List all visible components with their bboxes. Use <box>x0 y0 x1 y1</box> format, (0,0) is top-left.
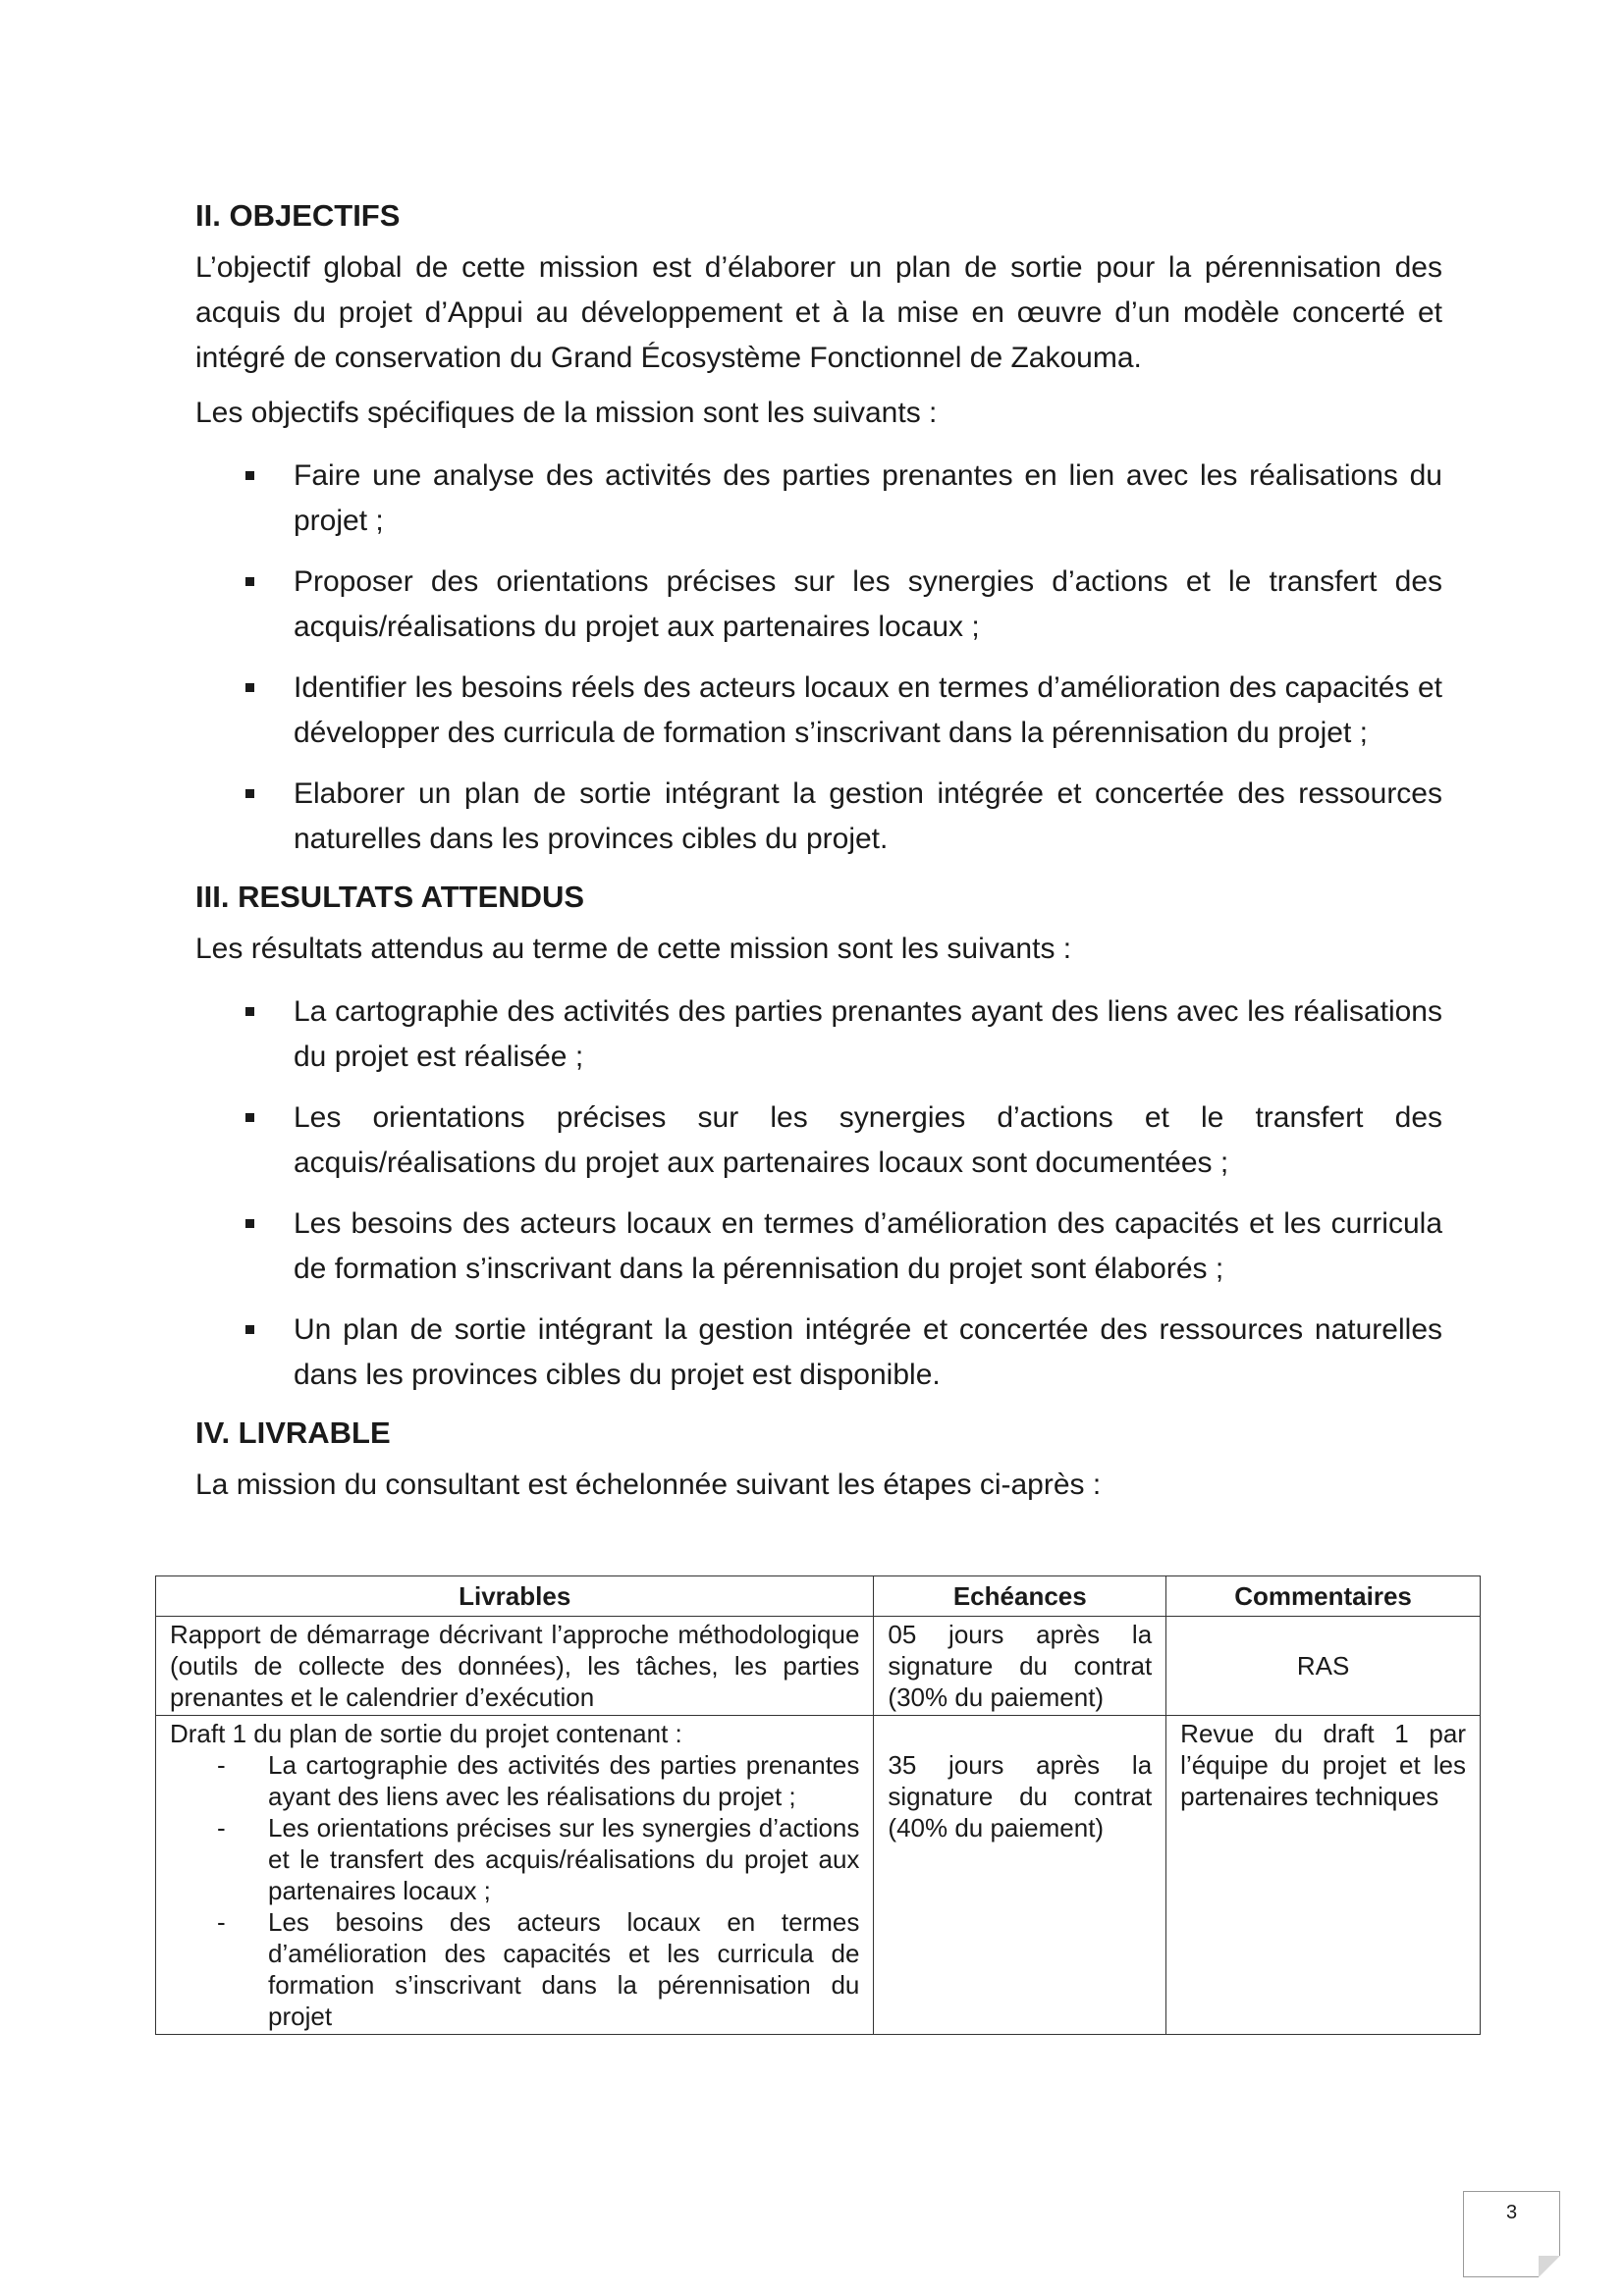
list-item: Proposer des orientations précises sur les synergies d’actions et le transfert des acquis/réalisations du projet aux partenaires locaux ; <box>195 560 1442 650</box>
bullet-icon <box>245 577 254 586</box>
list-item: - La cartographie des activités des parties prenantes ayant des liens avec les réalisations du projet ; <box>217 1750 860 1811</box>
list-item: La cartographie des activités des parties prenantes ayant des liens avec les réalisations du projet est réalisée ; <box>195 989 1442 1080</box>
livrable-lead: La mission du consultant est échelonnée suivant les étapes ci-après : <box>195 1468 1102 1501</box>
bullet-icon <box>245 683 254 692</box>
livrables-table <box>155 1575 1481 2035</box>
page-number-box <box>1463 2191 1560 2277</box>
bullet-icon <box>245 471 254 480</box>
table-row <box>156 1716 1481 2035</box>
section-heading-livrable: IV. LIVRABLE <box>195 1415 391 1450</box>
cell-livrable <box>156 1716 874 2035</box>
list-item: - Les orientations précises sur les synergies d’actions et le transfert des acquis/réalisations du projet aux partenaires locaux ; <box>217 1813 860 1905</box>
bullet-icon <box>245 1113 254 1122</box>
bullet-icon <box>245 1325 254 1334</box>
cell-commentaire: Revue du draft 1 par l’équipe du projet et les partenaires techniques <box>1166 1716 1481 2035</box>
objectifs-list <box>195 454 1442 862</box>
bullet-icon <box>245 1219 254 1228</box>
list-item: Un plan de sortie intégrant la gestion intégrée et concertée des ressources naturelles dans les provinces cibles du projet est disponible. <box>195 1308 1442 1398</box>
list-item: - Les besoins des acteurs locaux en termes d’amélioration des capacités et les curricula de formation s’inscrivant dans la pérennisation du projet <box>217 1907 860 2031</box>
section-heading-objectifs: II. OBJECTIFS <box>195 198 401 233</box>
column-header-commentaires: Commentaires <box>1166 1576 1481 1617</box>
cell-echeance: 05 jours après la signature du contrat (30% du paiement) <box>874 1617 1166 1716</box>
livrable-sublist <box>170 1749 859 2032</box>
resultats-lead: Les résultats attendus au terme de cette mission sont les suivants : <box>195 933 1072 965</box>
list-item: Les orientations précises sur les synergies d’actions et le transfert des acquis/réalisations du projet aux partenaires locaux sont documentées ; <box>195 1095 1442 1186</box>
table-row <box>156 1617 1481 1716</box>
list-item: Faire une analyse des activités des parties prenantes en lien avec les réalisations du projet ; <box>195 454 1442 544</box>
cell-commentaire: RAS <box>1166 1617 1481 1716</box>
cell-echeance: 35 jours après la signature du contrat (40% du paiement) <box>874 1716 1166 2035</box>
objectifs-lead: Les objectifs spécifiques de la mission sont les suivants : <box>195 397 938 429</box>
list-item: Identifier les besoins réels des acteurs locaux en termes d’amélioration des capacités et développer des curricula de formation s’inscrivant dans la pérennisation du projet ; <box>195 666 1442 756</box>
list-item: Les besoins des acteurs locaux en termes d’amélioration des capacités et les curricula de formation s’inscrivant dans la pérennisation du projet sont élaborés ; <box>195 1201 1442 1292</box>
resultats-list <box>195 989 1442 1398</box>
document-body <box>195 188 1442 1508</box>
dash-bullet: - <box>217 1907 226 1937</box>
bullet-icon <box>245 789 254 798</box>
section-heading-resultats: III. RESULTATS ATTENDUS <box>195 880 585 914</box>
dash-bullet: - <box>217 1750 226 1780</box>
cell-livrable-intro: Draft 1 du plan de sortie du projet contenant : <box>170 1719 682 1748</box>
cell-livrable: Rapport de démarrage décrivant l’approche méthodologique (outils de collecte des données), les tâches, les parties prenantes et le calendrier d’exécution <box>156 1617 874 1716</box>
dash-bullet: - <box>217 1813 226 1842</box>
table-header-row <box>156 1576 1481 1617</box>
column-header-livrables: Livrables <box>156 1576 874 1617</box>
bullet-icon <box>245 1007 254 1016</box>
objectifs-intro: L’objectif global de cette mission est d’élaborer un plan de sortie pour la pérennisation des acquis du projet d’Appui au développement et à la mise en œuvre d’un modèle concerté et intégré de conservation du Grand Écosystème Fonctionnel de Zakouma. <box>195 251 1442 374</box>
column-header-echeances: Echéances <box>874 1576 1166 1617</box>
page-number: 3 <box>1505 2202 1518 2223</box>
list-item: Elaborer un plan de sortie intégrant la gestion intégrée et concertée des ressources naturelles dans les provinces cibles du projet. <box>195 772 1442 862</box>
